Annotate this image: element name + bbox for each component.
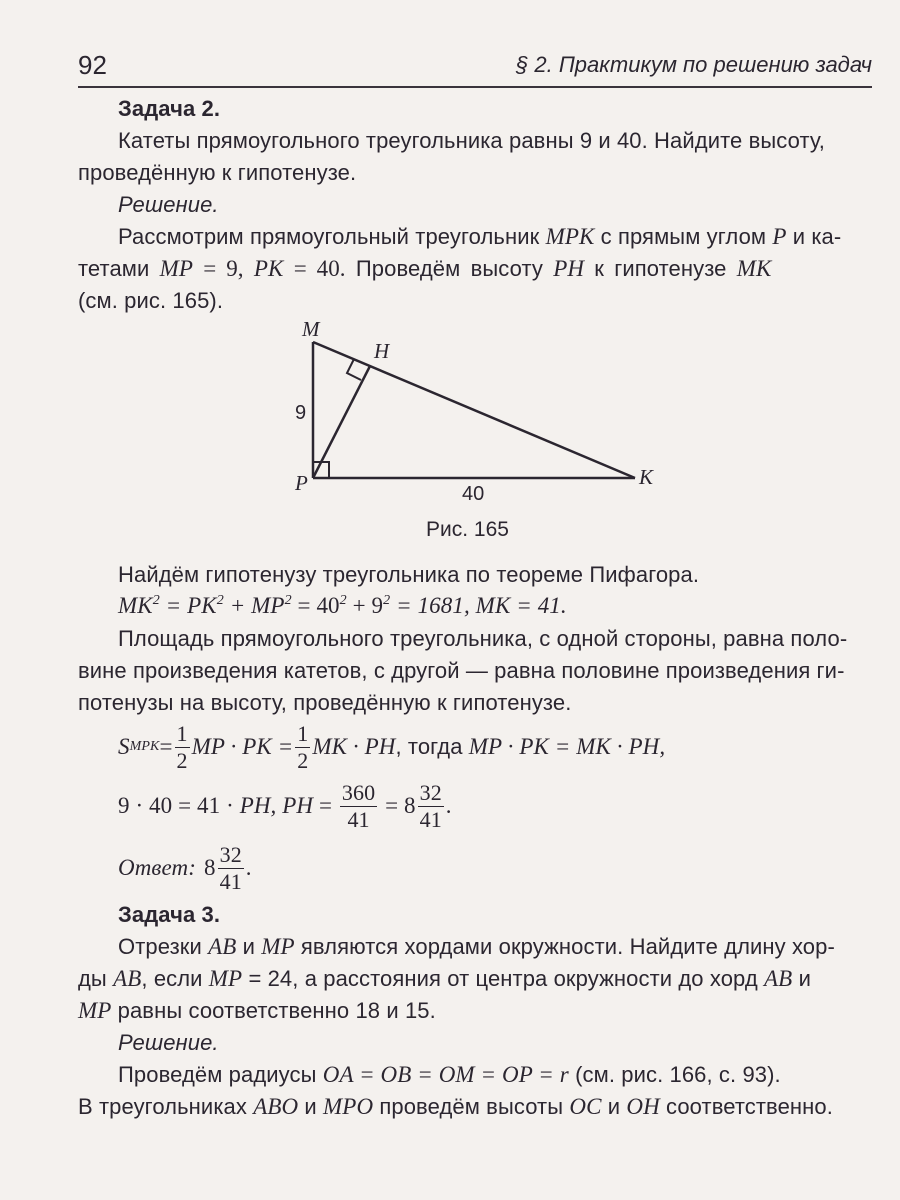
term: = — [159, 734, 173, 759]
task2-p3-line3: потенузы на высоту, проведённую к гипотенузе. — [78, 690, 572, 715]
denominator: 2 — [176, 747, 188, 773]
text: ды — [78, 966, 107, 991]
text: к гипотенузе — [594, 256, 727, 281]
term: 9 · 40 = 41 · — [118, 793, 240, 818]
label-h: H — [374, 339, 390, 363]
numerator: 360 — [341, 779, 376, 805]
task2-formula-height — [118, 776, 452, 836]
text: соответственно. — [666, 1094, 833, 1119]
label-leg-9: 9 — [295, 402, 307, 424]
hypotenuse-mk — [313, 342, 635, 478]
numerator: 1 — [176, 720, 188, 746]
task2-formula-pythagoras: $MK^2 = PK^2 + MP^2 = 40^2 + 9^2 = 1681$, MK = 41. — [118, 593, 567, 618]
task2-answer — [118, 838, 252, 898]
answer-whole: 8 — [203, 855, 216, 880]
text: являются хордами окружности. Найдите длину хор- — [300, 934, 835, 959]
figure-caption: Рис. 165 — [426, 518, 509, 541]
triangle-name: MPK — [545, 224, 595, 249]
fraction — [340, 780, 377, 833]
running-head: § 2. Практикум по решению задач — [516, 52, 872, 77]
term: PH, PH — [239, 793, 314, 818]
task3-line2 — [78, 966, 811, 992]
task2-p2: Найдём гипотенузу треугольника по теореме Пифагора. — [118, 562, 700, 587]
text: Отрезки — [118, 934, 202, 959]
term: + 9 — [346, 593, 384, 618]
task3-line4 — [118, 1062, 781, 1088]
task2-formula-area: S MPK = $\frac{1}{2}$ MP · PK = $\frac{1}{2}$ MK · PH , тогда MP · PK = MK · PH, — [118, 720, 666, 773]
triangle-name: MPO — [323, 1094, 374, 1119]
chord-name: AB — [764, 966, 793, 991]
denominator: 41 — [219, 868, 242, 894]
task2-statement-line2: проведённую к гипотенузе. — [78, 160, 357, 185]
task2-statement-line1: Катеты прямоугольного треугольника равны 9 и 40. Найдите высоту, — [118, 128, 826, 153]
term: MP · PK = — [191, 734, 294, 759]
term: MK — [118, 593, 153, 618]
denominator: 41 — [347, 806, 370, 832]
figure-165-triangle — [280, 312, 660, 512]
denominator: 2 — [297, 747, 309, 773]
chord-name: MP — [208, 966, 243, 991]
text: (см. рис. 166, с. 93). — [575, 1062, 781, 1087]
label-k: K — [639, 465, 654, 489]
task2-solution-label: Решение. — [118, 192, 219, 217]
text: В треугольниках — [78, 1094, 247, 1119]
fraction-half — [175, 721, 190, 774]
text: равны соответственно 18 и 15. — [117, 998, 436, 1023]
term: + MP — [223, 593, 285, 618]
fraction-half — [295, 721, 310, 774]
denominator: 41 — [419, 806, 442, 832]
chord-name: AB — [208, 934, 237, 959]
term: = — [313, 793, 338, 818]
term: = PK — [159, 593, 217, 618]
text: тетами — [78, 256, 150, 281]
leg-name: PK — [253, 256, 284, 281]
term: = 40 — [291, 593, 340, 618]
value: = 9, — [203, 256, 244, 281]
header-rule — [78, 86, 872, 88]
text: и ка- — [792, 224, 842, 249]
height-name: OC — [569, 1094, 602, 1119]
triangle-name: ABO — [253, 1094, 299, 1119]
chord-name: AB — [113, 966, 142, 991]
term: . — [445, 793, 452, 818]
text: Проведём высоту — [355, 256, 543, 281]
text: , тогда — [395, 734, 469, 759]
task3-line1 — [118, 934, 835, 960]
chord-name: MP — [261, 934, 295, 959]
answer-fraction — [218, 842, 244, 895]
numerator: 1 — [297, 720, 309, 746]
label-p: P — [295, 471, 308, 495]
height-name: OH — [626, 1094, 660, 1119]
radii-equation: OA = OB = OM = OP = r — [322, 1062, 569, 1087]
task2-p3-line2: вине произведения катетов, с другой — равна половине произведения ги- — [78, 658, 845, 683]
task2-title: Задача 2. — [118, 96, 221, 121]
label-leg-40: 40 — [462, 483, 485, 505]
task3-line5 — [78, 1094, 833, 1120]
value: = 40. — [293, 256, 346, 281]
angle-name: P — [772, 224, 787, 249]
text: и — [304, 1094, 317, 1119]
task2-p1-line2 — [78, 256, 771, 282]
page-header — [78, 48, 872, 88]
chord-name: MP — [78, 998, 112, 1023]
numerator: 32 — [219, 841, 242, 867]
page-number: 92 — [78, 50, 107, 80]
label-m: M — [302, 317, 320, 341]
text: с прямым углом — [600, 224, 767, 249]
task3-line3 — [78, 998, 436, 1024]
term: S — [118, 734, 130, 759]
term: = 8 — [379, 793, 416, 818]
task3-title: Задача 3. — [118, 902, 221, 927]
height-name: PH — [553, 256, 585, 281]
text: Проведём радиусы — [118, 1062, 317, 1087]
text: и — [798, 966, 811, 991]
task2-p1-line3: (см. рис. 165). — [78, 288, 224, 313]
hypotenuse-name: MK — [736, 256, 772, 281]
leg-name: MP — [159, 256, 194, 281]
term: MK · PH — [312, 734, 396, 759]
numerator: 32 — [419, 779, 442, 805]
task2-p3-line1: Площадь прямоугольного треугольника, с одной стороны, равна поло- — [118, 626, 848, 651]
text: Рассмотрим прямоугольный треугольник — [118, 224, 540, 249]
term: MP · PK = MK · PH, — [468, 734, 666, 759]
text: проведём высоты — [379, 1094, 564, 1119]
text: и — [607, 1094, 621, 1119]
text: . — [245, 855, 252, 880]
text: и — [242, 934, 256, 959]
fraction — [418, 780, 444, 833]
task3-solution-label: Решение. — [118, 1030, 219, 1055]
term: = 1681, MK = 41. — [390, 593, 567, 618]
answer-label: Ответ: — [118, 855, 196, 880]
text: = 24, а расстояния от центра окружности до хорд — [248, 966, 758, 991]
task2-p1-line1 — [118, 224, 841, 250]
text: , если — [141, 966, 203, 991]
